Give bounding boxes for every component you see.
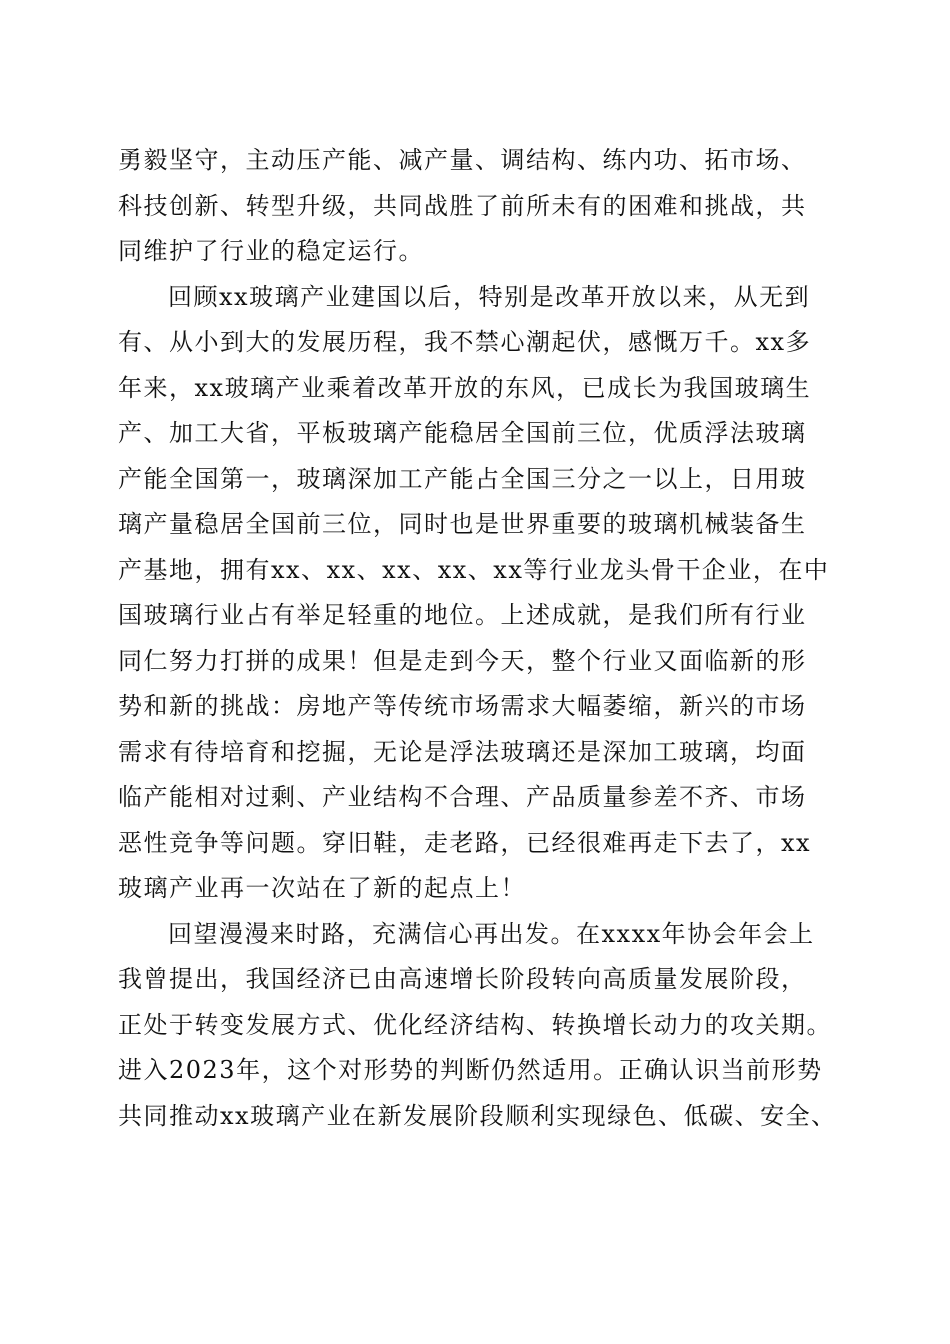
- text-line: 同维护了行业的稳定运行。: [118, 237, 424, 265]
- text-line: 进入2023年，这个对形势的判断仍然适用。正确认识当前形势: [118, 1056, 823, 1084]
- text-line: 勇毅坚守，主动压产能、减产量、调结构、练内功、拓市场、: [118, 146, 807, 174]
- text-line: 璃产量稳居全国前三位，同时也是世界重要的玻璃机械装备生: [118, 510, 807, 538]
- text-line: 需求有待培育和挖掘，无论是浮法玻璃还是深加工玻璃，均面: [118, 737, 807, 766]
- text-line: 正处于转变发展方式、优化经济结构、转换增长动力的攻关期。: [118, 1010, 832, 1039]
- paragraph-first-line: 回望漫漫来时路，充满信心再出发。在xxxx年协会年会上: [168, 919, 815, 948]
- text-line: 产、加工大省，平板玻璃产能稳居全国前三位，优质浮法玻璃: [118, 419, 807, 447]
- text-line: 我曾提出，我国经济已由高速增长阶段转向高质量发展阶段，: [118, 965, 807, 993]
- text-line: 临产能相对过剩、产业结构不合理、产品质量参差不齐、市场: [118, 783, 807, 811]
- text-line: 共同推动xx玻璃产业在新发展阶段顺利实现绿色、低碳、安全、: [118, 1101, 837, 1130]
- text-line: 势和新的挑战：房地产等传统市场需求大幅萎缩，新兴的市场: [118, 692, 807, 720]
- body-text: [118, 138, 838, 1139]
- text-line: 同仁努力打拼的成果！但是走到今天，整个行业又面临新的形: [118, 646, 807, 675]
- text-line: 产基地，拥有xx、xx、xx、xx、xx等行业龙头骨干企业，在中: [118, 555, 830, 584]
- text-line: 年来，xx玻璃产业乘着改革开放的东风，已成长为我国玻璃生: [118, 373, 812, 402]
- text-line: 有、从小到大的发展历程，我不禁心潮起伏，感慨万千。xx多: [118, 328, 812, 356]
- text-line: 恶性竞争等问题。穿旧鞋，走老路，已经很难再走下去了，xx: [118, 828, 812, 857]
- text-line: 国玻璃行业占有举足轻重的地位。上述成就，是我们所有行业: [118, 601, 807, 629]
- paragraph-first-line: 回顾xx玻璃产业建国以后，特别是改革开放以来，从无到: [168, 282, 811, 311]
- text-line: 玻璃产业再一次站在了新的起点上！: [118, 874, 526, 902]
- text-line: 科技创新、转型升级，共同战胜了前所未有的困难和挑战，共: [118, 191, 807, 220]
- text-line: 产能全国第一，玻璃深加工产能占全国三分之一以上，日用玻: [118, 464, 807, 493]
